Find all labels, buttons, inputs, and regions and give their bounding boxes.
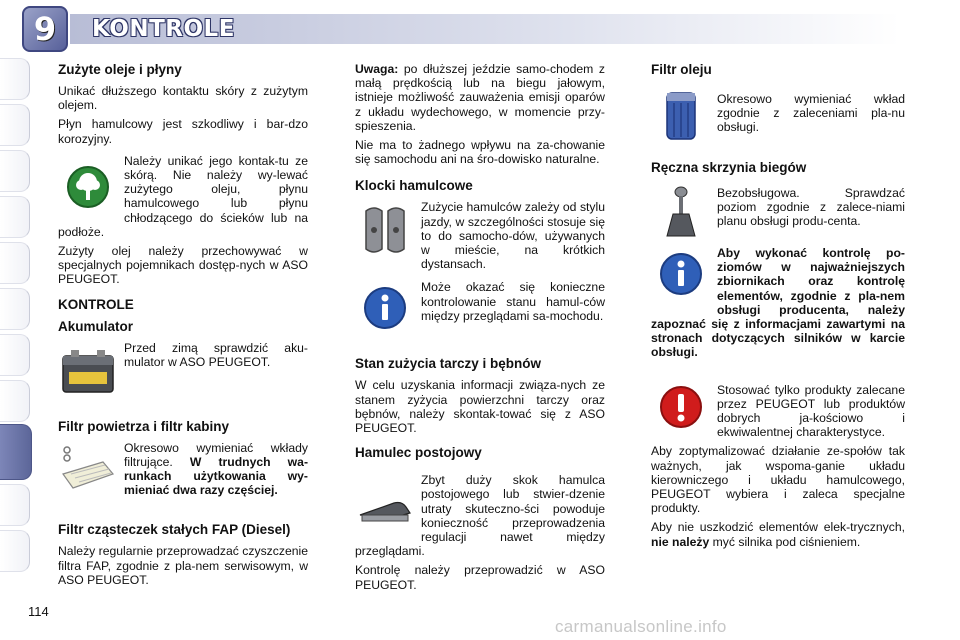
heading-fap-filter: Filtr cząsteczek stałych FAP (Diesel) xyxy=(58,522,291,538)
info-icon xyxy=(355,280,415,336)
column-right xyxy=(651,62,905,554)
note-label: Uwaga: xyxy=(355,62,399,76)
text: Aby nie uszkodzić elementów elek-trycznych, xyxy=(651,520,905,535)
chapter-tabs xyxy=(0,0,36,640)
paragraph: Zużycie hamulców zależy od stylu jazdy, w szczególności stosuje się to do samocho-dów, używanych w mieście, na krótkich dystansach. xyxy=(421,200,605,272)
emphasis: W trudnych wa-runkach użytkowania wy-mieniać dwa razy częściej. xyxy=(124,454,308,498)
chapter-tab[interactable] xyxy=(0,288,30,330)
oil-filter-icon xyxy=(651,84,711,148)
paragraph: Unikać dłuższego kontaktu skóry z zużytym olejem. xyxy=(58,84,308,113)
page-header xyxy=(0,0,960,48)
paragraph: Kontrolę należy przeprowadzić w ASO PEUGEOT. xyxy=(355,563,605,592)
heading-oil-filter: Filtr oleju xyxy=(651,62,712,77)
brake-pads-icon xyxy=(355,200,415,260)
text: po dłuższej jeździe samo-chodem z małą prędkością lub na biegu jałowym, istnieje możliwość zauważenia emisji oparów z układu wydechowego, w momencie przy-spieszenia. xyxy=(355,62,605,133)
heading-battery: Akumulator xyxy=(58,318,134,334)
heading-brake-pads: Klocki hamulcowe xyxy=(355,178,473,194)
heading-air-filter: Filtr powietrza i filtr kabiny xyxy=(58,418,230,434)
warning-icon xyxy=(651,379,711,435)
paragraph: Przed zimą sprawdzić aku-mulator w ASO PEUGEOT. xyxy=(124,340,308,369)
chapter-tab-active[interactable] xyxy=(0,424,32,480)
tree-icon xyxy=(58,159,118,215)
heading-gearbox: Ręczna skrzynia biegów xyxy=(651,160,807,175)
paragraph: Może okazać się konieczne kontrolowanie stanu hamul-ców między przeglądami sa-mochodu. xyxy=(421,280,605,323)
gear-lever-icon xyxy=(651,182,711,242)
column-middle xyxy=(355,62,605,597)
text: myć silnika pod ciśnieniem. xyxy=(712,534,861,549)
paragraph: W celu uzyskania informacji związa-nych ze stanem zyżycia powierzchni tarczy oraz bębnów, należy skontak-tować się z ASO PEUGEOT. xyxy=(355,378,605,436)
paragraph xyxy=(651,520,905,548)
emphasis: nie należy xyxy=(651,534,710,549)
chapter-tab[interactable] xyxy=(0,242,30,284)
chapter-tab[interactable] xyxy=(0,530,30,572)
chapter-tab[interactable] xyxy=(0,150,30,192)
paragraph: Należy unikać jego kontak-tu ze skórą. Nie należy wy-lewać zużytego oleju, płynu hamulcowego lub płynu chłodzącego do ścieków lub na podłoże. xyxy=(58,153,308,239)
chapter-tab[interactable] xyxy=(0,196,30,238)
paragraph: Należy regularnie przeprowadzać czyszczenie filtra FAP, zgodnie z pla-nem serwisowym, w ASO PEUGEOT. xyxy=(58,544,308,587)
page-title: KONTROLE xyxy=(92,16,235,42)
paragraph: Aby zoptymalizować działanie ze-społów tak ważnych, jak wspoma-ganie układu kierowniczego i układu hamulcowego, PEUGEOT wybiera i zaleca specjalne produkty. xyxy=(651,444,905,516)
paragraph: Stosować tylko produkty zalecane przez PEUGEOT lub produktów dobrych ja-kościowo i ekwiwalentnej charakterystyce. xyxy=(717,382,905,440)
paragraph: Bezobsługowa. Sprawdzać poziom zgodnie z zalece-niami planu obsługi produ-centa. xyxy=(717,186,905,229)
chapter-number-badge: 9 xyxy=(22,6,68,52)
heading-used-oils: Zużyte oleje i płyny xyxy=(58,62,182,77)
chapter-tab[interactable] xyxy=(0,104,30,146)
info-icon xyxy=(651,246,711,302)
heading-parking-brake: Hamulec postojowy xyxy=(355,445,482,461)
chapter-tab[interactable] xyxy=(0,484,30,526)
parking-brake-icon xyxy=(355,481,415,537)
paragraph xyxy=(355,62,605,133)
air-filter-icon xyxy=(58,441,118,497)
battery-icon xyxy=(58,341,118,401)
paragraph: Płyn hamulcowy jest szkodliwy i bar-dzo korozyjny. xyxy=(58,117,308,146)
paragraph: Okresowo wymieniać wkład zgodnie z zaleceniami pla-nu obsługi. xyxy=(717,92,905,135)
heading-kontrole: KONTROLE xyxy=(58,296,134,312)
paragraph: Zużyty olej należy przechowywać w specjalnych pojemnikach dostęp-nych w ASO PEUGEOT. xyxy=(58,244,308,287)
paragraph: Zbyt duży skok hamulca postojowego lub stwier-dzenie utraty skuteczno-ści powoduje konieczność przeprowadzenia regulacji nawet między przeglądami. xyxy=(355,473,605,559)
text: Okresowo wymieniać wkłady filtrujące. xyxy=(124,440,308,469)
watermark: carmanualsonline.info xyxy=(555,617,727,636)
chapter-tab[interactable] xyxy=(0,380,30,422)
page-number: 114 xyxy=(28,604,49,619)
paragraph: Nie ma to żadnego wpływu na za-chowanie się samochodu ani na śro-dowisko naturalne. xyxy=(355,138,605,167)
heading-disc-wear: Stan zużycia tarczy i bębnów xyxy=(355,356,542,372)
paragraph-bold: Aby wykonać kontrolę po-ziomów w najważniejszych zbiornikach oraz kontrolę elementów, zgodnie z pla-nem obsługi producenta, należy zapoznać się z informacjami zawartymi na stronach dotyczących silników w karcie obsługi. xyxy=(651,246,905,360)
chapter-tab[interactable] xyxy=(0,334,30,376)
chapter-tab[interactable] xyxy=(0,58,30,100)
column-left xyxy=(58,62,308,592)
